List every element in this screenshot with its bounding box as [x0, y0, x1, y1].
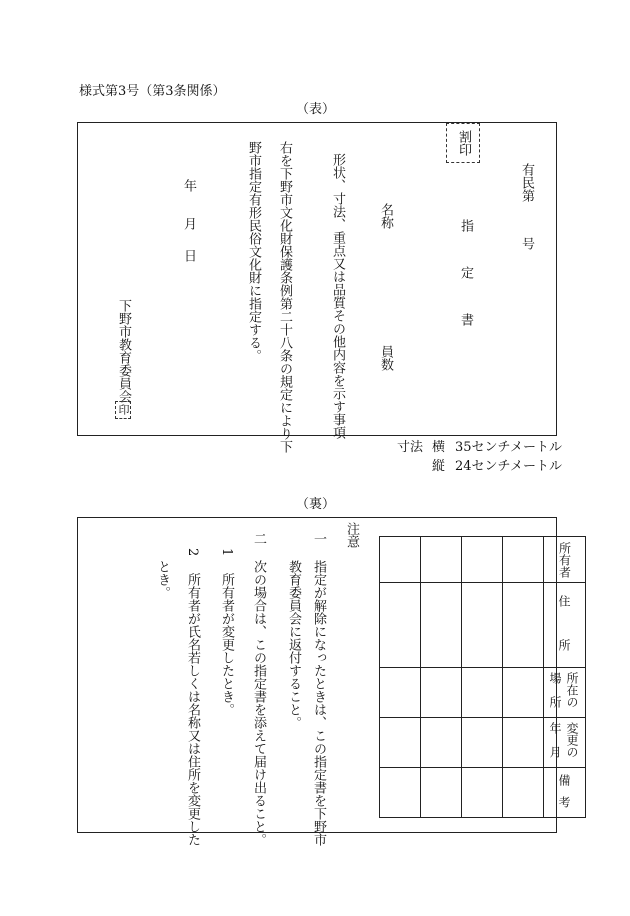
certification-body-line-1: 右を下野市文化財保護条例第二十八条の規定により下 [277, 141, 292, 453]
change-date-header-cell [544, 718, 586, 768]
remarks-char-2: 考 [557, 796, 571, 808]
dimensions-height-label: 縦 [432, 459, 446, 474]
note-1-line-2: 教育委員会に返付すること。 [286, 560, 301, 729]
address-header-cell [544, 583, 586, 668]
front-side-label: （表） [296, 102, 336, 117]
back-side-label: （裏） [296, 497, 336, 512]
location-header-line-2: 場 所 [548, 672, 562, 708]
form-title: 様式第3号（第3条関係） [79, 84, 226, 99]
doc-title-char-2: 定 [458, 266, 473, 279]
date-year: 年 [181, 179, 196, 192]
number-prefix: 有民第 [519, 163, 534, 202]
issuer-seal-label: 印 [117, 404, 130, 415]
sub-item-2-number: 2 [185, 548, 200, 557]
dimensions-label: 寸法 [397, 440, 424, 455]
doc-title-char-3: 書 [458, 313, 473, 326]
date-day: 日 [181, 249, 196, 262]
name-label: 名称 [378, 203, 393, 229]
owner-location-table [379, 536, 586, 818]
dimensions-height-value: 24センチメートル [455, 459, 563, 474]
content-label: 形状、寸法、重点又は品質その他内容を示す事項 [330, 153, 345, 439]
change-date-header-line-2: 年 月 [548, 722, 562, 758]
split-seal-label: 割印 [456, 130, 471, 156]
owner-header-cell [544, 537, 586, 583]
owner-header: 所有者 [557, 541, 572, 578]
note-2-number: 二 [251, 532, 266, 545]
note-1-number: 一 [311, 532, 326, 545]
sub-item-2-line-2: とき。 [155, 560, 170, 599]
number-suffix: 号 [519, 237, 534, 250]
sub-item-2-line-1: 所有者が氏名若しくは名称又は住所を変更した [185, 573, 200, 846]
dimensions-width-label: 横 [432, 440, 446, 455]
remarks-header-cell [544, 768, 586, 818]
note-1-line-1: 指定が解除になったときは、この指定書を下野市 [311, 560, 326, 846]
split-seal-box [446, 123, 480, 163]
sub-item-1-number: 1 [219, 548, 234, 557]
doc-title-char-1: 指 [458, 219, 473, 232]
count-label: 員数 [378, 345, 393, 371]
notes-title: 注意 [344, 522, 359, 548]
address-char-1: 住 [557, 595, 571, 607]
address-char-2: 所 [557, 639, 571, 651]
certification-body-line-2: 野市指定有形民俗文化財に指定する。 [246, 141, 261, 362]
location-header-line-1: 所在の [565, 672, 579, 708]
issuer-name: 下野市教育委員会 [116, 299, 131, 403]
note-2-line-1: 次の場合は、この指定書を添えて届け出ること。 [251, 560, 266, 846]
issuer-seal [115, 401, 131, 419]
sub-item-1-text: 所有者が変更したとき。 [219, 573, 234, 716]
date-month: 月 [181, 217, 196, 230]
change-date-header-line-1: 変更の [565, 722, 579, 758]
dimensions-width-value: 35センチメートル [455, 440, 563, 455]
location-header-cell [544, 668, 586, 718]
remarks-char-1: 備 [557, 774, 571, 786]
